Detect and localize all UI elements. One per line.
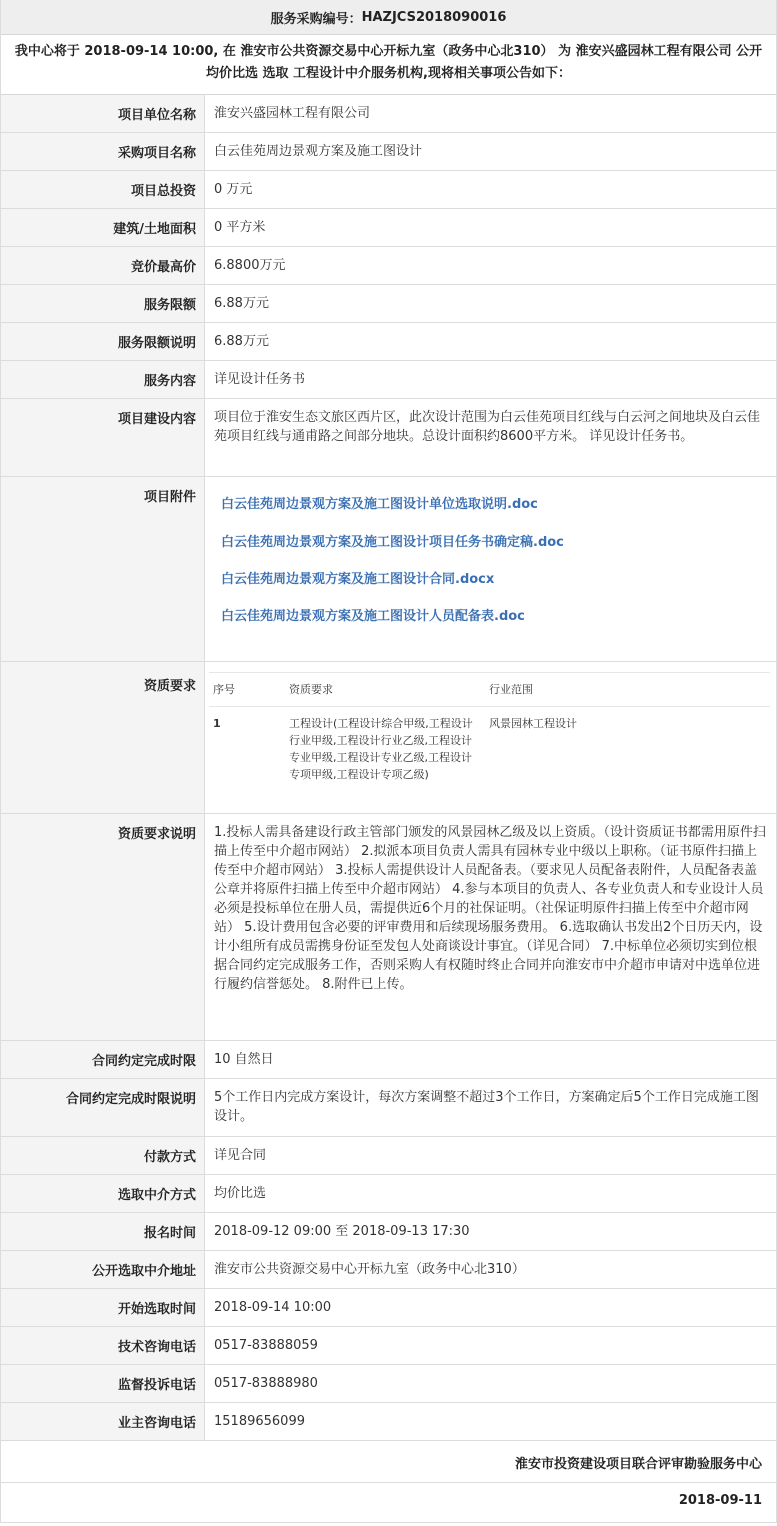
table-row — [209, 707, 770, 783]
qualification-table — [209, 672, 770, 783]
row-complain-phone — [1, 1365, 776, 1403]
label-qualification: 资质要求 — [1, 662, 205, 813]
qualification-cell — [205, 662, 776, 813]
row-owner-phone — [1, 1403, 776, 1441]
row-limit — [1, 285, 776, 323]
row-area — [1, 209, 776, 247]
value-method: 均价比选 — [214, 1186, 267, 1201]
value-period: 10 自然日 — [214, 1052, 274, 1067]
label-start: 开始选取时间 — [1, 1289, 205, 1326]
col-header-industry: 行业范围 — [489, 683, 533, 696]
value-start: 2018-09-14 10:00 — [214, 1300, 332, 1315]
row-address — [1, 1251, 776, 1289]
row-maxprice — [1, 247, 776, 285]
attachment-list — [205, 477, 776, 661]
label-address: 公开选取中介地址 — [1, 1251, 205, 1288]
value-limit: 6.88万元 — [214, 296, 269, 311]
label-owner-phone: 业主咨询电话 — [1, 1403, 205, 1440]
label-invest: 项目总投资 — [1, 171, 205, 208]
label-area: 建筑/土地面积 — [1, 209, 205, 246]
value-project: 白云佳苑周边景观方案及施工图设计 — [214, 144, 423, 159]
label-period: 合同约定完成时限 — [1, 1041, 205, 1078]
label-method: 选取中介方式 — [1, 1175, 205, 1212]
label-signup: 报名时间 — [1, 1213, 205, 1250]
label-pay: 付款方式 — [1, 1137, 205, 1174]
value-maxprice: 6.8800万元 — [214, 258, 286, 273]
label-qualnote: 资质要求说明 — [1, 814, 205, 1040]
label-limitnote: 服务限额说明 — [1, 323, 205, 360]
row-qualification — [1, 662, 776, 814]
value-build: 项目位于淮安生态文旅区西片区，此次设计范围为白云佳苑项目红线与白云河之间地块及白云佳苑项目红线与通甫路之间部分地块。总设计面积约8600平方米。 详见设计任务书。 — [214, 410, 761, 444]
value-pay: 详见合同 — [214, 1148, 267, 1163]
label-periodnote: 合同约定完成时限说明 — [1, 1079, 205, 1136]
row-periodnote — [1, 1079, 776, 1137]
cell-industry: 风景园林工程设计 — [489, 717, 577, 730]
attachment-link[interactable]: 白云佳苑周边景观方案及施工图设计合同.docx — [221, 572, 495, 587]
label-tech-phone: 技术咨询电话 — [1, 1327, 205, 1364]
value-content: 详见设计任务书 — [214, 372, 306, 387]
procurement-code: HAZJCS2018090016 — [361, 9, 507, 25]
row-project — [1, 133, 776, 171]
value-unit: 淮安兴盛园林工程有限公司 — [214, 106, 371, 121]
row-build — [1, 399, 776, 477]
cell-qualification: 工程设计(工程设计综合甲级,工程设计行业甲级,工程设计行业乙级,工程设计专业甲级,工程设计专业乙级,工程设计专项甲级,工程设计专项乙级) — [289, 717, 473, 781]
row-invest — [1, 171, 776, 209]
row-limitnote — [1, 323, 776, 361]
procurement-code-label: 服务采购编号： — [270, 11, 362, 27]
label-limit: 服务限额 — [1, 285, 205, 322]
value-address: 淮安市公共资源交易中心开标九室（政务中心北310） — [214, 1262, 525, 1277]
attachment-link[interactable]: 白云佳苑周边景观方案及施工图设计项目任务书确定稿.doc — [221, 535, 564, 550]
label-maxprice: 竞价最高价 — [1, 247, 205, 284]
row-period — [1, 1041, 776, 1079]
value-invest: 0 万元 — [214, 182, 253, 197]
row-tech-phone — [1, 1327, 776, 1365]
label-content: 服务内容 — [1, 361, 205, 398]
row-unit — [1, 95, 776, 133]
procurement-code-header — [1, 0, 776, 35]
cell-index: 1 — [213, 717, 221, 730]
value-tech-phone: 0517-83888059 — [214, 1338, 318, 1353]
row-start — [1, 1289, 776, 1327]
value-qualnote: 1.投标人需具备建设行政主管部门颁发的风景园林乙级及以上资质。（设计资质证书都需用原件扫描上传至中介超市网站） 2.拟派本项目负责人需具有园林专业中级以上职称。（证书原件扫描上传至中介超市网站） 3.投标人需提供设计人员配备表。（要求见人员配备表附件，人员配备表盖公章并将原件扫描上传至中介超市网站） 4.参与本项目的负责人、各专业负责人和专业设计人员必须是投标单位在册人员，需提供近6个月的社保证明。（社保证明原件扫描上传至中介超市网站） 5.设计费用包含必要的评审费用和后续现场服务费用。 6.选取确认书发出2个日历天内，设计小组所有成员需携身份证至发包人处商谈设计事宜。（详见合同） 7.中标单位必须切实到位根据合同约定完成服务工作，否则采购人有权随时终止合同并向淮安市中介超市申请对中选单位进行履约信誉惩处。 8.附件已上传。 — [214, 825, 766, 992]
value-owner-phone: 15189656099 — [214, 1414, 305, 1429]
qualification-table-header — [209, 673, 770, 707]
value-signup: 2018-09-12 09:00 至 2018-09-13 17:30 — [214, 1224, 470, 1239]
row-pay — [1, 1137, 776, 1175]
value-complain-phone: 0517-83888980 — [214, 1376, 318, 1391]
row-attachments — [1, 477, 776, 662]
row-qualnote — [1, 814, 776, 1041]
label-project: 采购项目名称 — [1, 133, 205, 170]
row-method — [1, 1175, 776, 1213]
value-periodnote: 5个工作日内完成方案设计，每次方案调整不超过3个工作日，方案确定后5个工作日完成施工图设计。 — [214, 1090, 759, 1124]
label-attachments: 项目附件 — [1, 477, 205, 661]
attachment-link[interactable]: 白云佳苑周边景观方案及施工图设计单位选取说明.doc — [221, 497, 538, 512]
row-content — [1, 361, 776, 399]
value-limitnote: 6.88万元 — [214, 334, 269, 349]
col-header-qualification: 资质要求 — [289, 683, 333, 696]
attachment-link[interactable]: 白云佳苑周边景观方案及施工图设计人员配备表.doc — [221, 609, 525, 624]
label-build: 项目建设内容 — [1, 399, 205, 476]
label-unit: 项目单位名称 — [1, 95, 205, 132]
issue-date: 2018-09-11 — [1, 1483, 776, 1523]
label-complain-phone: 监督投诉电话 — [1, 1365, 205, 1402]
value-area: 0 平方米 — [214, 220, 266, 235]
issuing-organization: 淮安市投资建设项目联合评审勘验服务中心 — [1, 1441, 776, 1483]
col-header-index: 序号 — [213, 683, 235, 696]
row-signup — [1, 1213, 776, 1251]
announcement-intro: 我中心将于 2018-09-14 10:00, 在 淮安市公共资源交易中心开标九室（政务中心北310） 为 淮安兴盛园林工程有限公司 公开 均价比选 选取 工程设计中介服务机构,现将相关事项公告如下： — [1, 35, 776, 95]
